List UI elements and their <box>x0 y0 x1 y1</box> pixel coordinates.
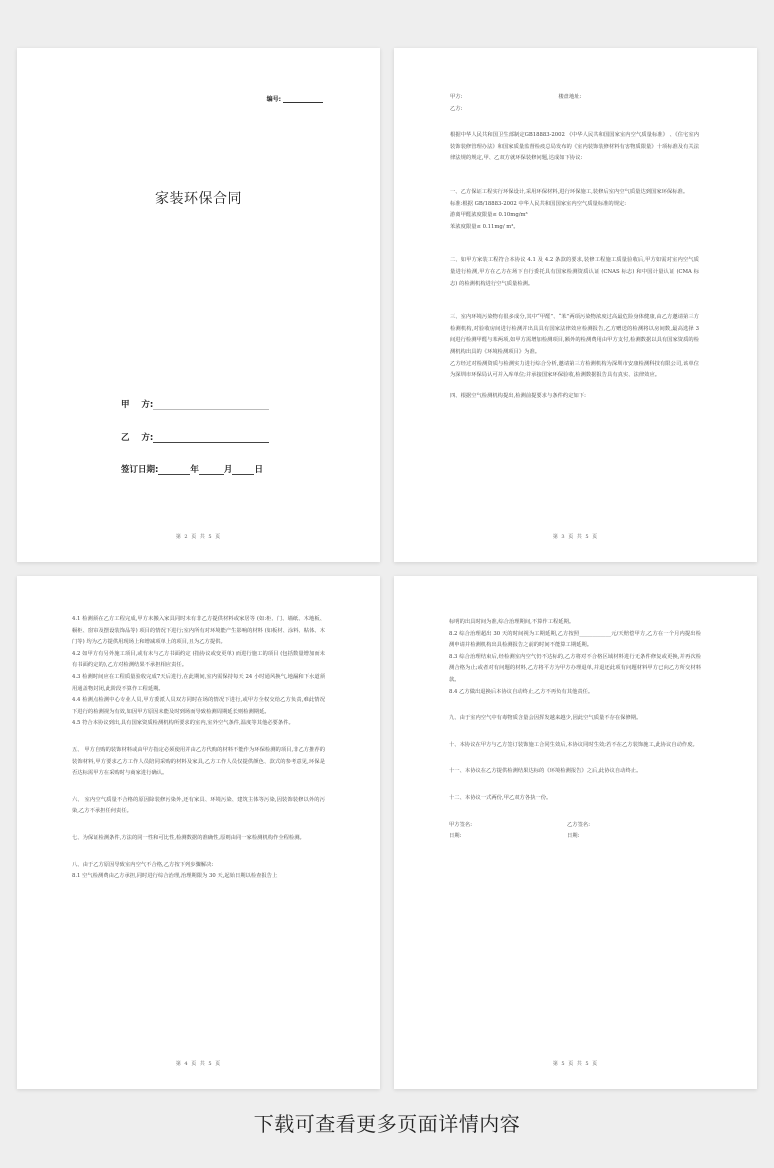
year-label: 年 <box>190 465 199 475</box>
page-number: 第 3 页 共 5 页 <box>552 534 599 540</box>
clause-4-3: 4.3 检测时间应在工程质量验收完成7天后进行,在此期间,室内需保持每天 24 小时通风换气,地漏和下水道须用通盖物封闭,此阶段不算作工程延期。 <box>72 673 325 692</box>
clause-8-3: 8.3 综合治理结束后,经检测室内空气仍不达标的,乙方将对不合格区域材料进行无条件修复或更换,并再次检测合格为止;或者对有问题的材料,乙方将平方为甲方办理退单,并退还此项有问题材料甲方已向乙方所交材料款。 <box>449 653 701 683</box>
clause-9: 九、由于室内空气中有毒物质含量会因挥发越来越少,因此空气质量不存在保修期。 <box>449 715 642 722</box>
clause-6: 六、 室内空气质量不合格的原因除装修污染外,还有家具、环境污染、建筑主体等污染,因装饰装修以外的污染,乙方不承担任何责任。 <box>72 796 325 815</box>
clause-8: 八、由于乙方原因导致室内空气不合格,乙方按下列步骤解决: <box>72 861 214 868</box>
clause-11: 十一、本协议在乙方提供检测结果达标的《环境检测报告》之后,此协议自动终止。 <box>449 768 642 775</box>
download-caption: 下载可查看更多页面详情内容 <box>253 1112 521 1136</box>
party-a-date: 日期: <box>449 833 462 840</box>
page-terms-3 <box>394 576 757 1089</box>
day-line <box>232 465 254 475</box>
party-b-date: 日期: <box>567 833 580 840</box>
party-b-row <box>121 431 269 443</box>
page-body <box>449 617 701 843</box>
party-b-label: 乙 方: <box>121 433 154 443</box>
clause-4-1: 4.1 检测须在乙方工程完成,甲方未搬入家具同时未有非乙方提供材料或家居等 (如:柜、门、墙纸、木地板、橱柜、窗帘及摆设装饰品等) 项目的情况下进行;室内所有对环境能产生影响的材料 (如板材、涂料、粘体、木门等) 均为乙方提供用现场上和增减项单上的项目,且为乙方提供。 <box>72 616 325 646</box>
month-line <box>199 465 224 475</box>
month-label: 月 <box>223 465 233 475</box>
day-label: 日 <box>254 465 263 475</box>
paragraph: 标明的出具时间为准,综合治理期间,不算作工程延期。 <box>449 619 575 625</box>
clause-4: 四、根据空气检测机构提出,检测前提要求与条件约定如下: <box>450 392 586 399</box>
signature-block <box>449 820 701 843</box>
clause-1: 一、乙方保证工程实行环保设计,采用环保材料,进行环保施工,装修后室内空气质量达到国家环保标准。 <box>450 188 689 195</box>
party-a-signature: 甲方签名: <box>449 821 472 828</box>
page-number: 第 4 页 共 5 页 <box>175 1061 222 1067</box>
clause-10: 十、本协议在甲方与乙方签订装饰施工合同生效后,本协议同时生效;若不在乙方装饰施工,此协议自动作废。 <box>449 741 698 748</box>
clause-4-5: 4.5 符合本协议到出,具有国家资质检测机构所要求的室内,室外空气条件,温度等其他必要条件。 <box>72 720 294 727</box>
party-a-row <box>121 398 269 410</box>
party-b-line: 乙方: <box>450 105 463 112</box>
clause-8-2: 8.2 综合治理超出 30 天的时间视为工期延期,乙方按照____________元/天赔偿甲方,乙方在一个月内提出检测申请并检测机构出具检测报告之前的时间不能算工期延期。 <box>449 630 701 649</box>
clause-8-1: 8.1 空气检测费由乙方承担,同时进行综合治理,治理期限为 30 天,起始日期以检查报告上 <box>72 873 278 880</box>
party-b-signature: 乙方签名: <box>567 821 590 828</box>
contract-number-line <box>283 96 323 103</box>
clause-12: 十二、本协议一式两份,甲乙双方各执一份。 <box>449 794 552 801</box>
party-a-line <box>153 400 269 410</box>
sign-date-row <box>121 463 263 475</box>
clause-8-4: 8.4 乙方做出退换后本协议自动终止,乙方不再负有其他责任。 <box>449 688 594 695</box>
paragraph: 根据中华人民共和国卫生部制定GB18883-2002 《中华人民共和国国家室内空气质量标准》 、《住宅室内装饰装修管理办法》和国家质量监督检疫总局发布的《室内装饰装修材料有害物质限量》十项标准及有关法律法规的规定,甲、乙双方就环保装修问题,达成如下协议: <box>450 132 699 162</box>
page-body <box>450 92 699 402</box>
page-body <box>72 614 325 883</box>
page-cover <box>17 48 380 562</box>
contract-number-field <box>267 94 323 103</box>
year-line <box>158 465 190 475</box>
paragraph: 标准:根据 GB/18883-2002 中华人民共和国国家室内空气质量标准的规定: <box>450 200 627 207</box>
contract-number-label: 编号: <box>266 96 281 103</box>
sign-date-label: 签订日期: <box>121 465 159 475</box>
clause-4-2: 4.2 如甲方有另外施工项目,或有未与乙方书面约定 (指协议或变更单) 而进行施工的项目 (包括数量增加而未有书面约定的),乙方对检测结果不承担相应责任。 <box>72 650 325 669</box>
paragraph: 苯浓度限量≤ 0.11mg/ m³。 <box>450 223 519 230</box>
contract-title: 家装环保合同 <box>155 191 242 207</box>
clause-4-4: 4.4 检测点检测中心专业人员,甲方委派人员双方同时在场的情况下进行,或甲方全权交给乙方负责,难此情况下进行的检测视为有效,如因甲方原因未能及时到场而导致检测周期延长则检测期延。 <box>72 697 325 715</box>
clause-3: 三、室内环境污染物有很多成分,其中“甲醛”、“苯”两项污染物浓度过高最危险身体健康,由乙方邀请第三方检测机构,对验收房间进行检测并出具具有国家法律效应检测报告,乙方赠送的检测将以房间数,最高选择 3 间进行检测甲醛与苯两项,如甲方需增加检测项目,额外的检测费用由甲方支付,检测数据以具有国家资质的检测机构出具的《环境检测项目》为准。 <box>450 314 699 355</box>
paragraph: 乙方经过对检测资质与检测实力进行综合分析,邀请第三方检测机构为深圳市安康检测科技有限公司,该单位为深圳市环保局认可并入库单位;并承接国家环保验收,检测数据报告具有真实、法律效应。 <box>450 360 699 379</box>
paragraph: 游离甲醛浓度限量≤ 0.10mg/m³ <box>450 212 528 219</box>
clause-7: 七、为保证检测条件,方法的同一性和可比性,检测数据的准确性,原则由同一家检测机构作全程检测。 <box>72 834 305 841</box>
party-address-line: 甲方: 楼盘地址: <box>450 94 582 100</box>
clause-2: 二、如甲方家装工程符合本协议 4.1 及 4.2 条款的要求,装修工程施工质量验收后,甲方如需对室内空气质量进行检测,甲方在乙方在场下自行委托具有国家检测资质认证 (CNAS 标志) 和中国计量认证 (CMA 标志) 的检测机构进行空气质量检测。 <box>450 257 699 287</box>
page-number: 第 5 页 共 5 页 <box>552 1061 599 1067</box>
page-terms-1 <box>394 48 757 562</box>
page-number: 第 2 页 共 5 页 <box>175 534 222 540</box>
clause-5: 五、 甲方自购的装饰材料或由甲方指定必须使用并由乙方代购的材料不能作为环保检测的项目,非乙方推荐的装饰材料,甲方要求乙方工作人员陪同采购的材料及家具,乙方工作人员仅提供颜色、款式的参考意见,环保是否达标需甲方在采购时与商家进行确认。 <box>72 746 325 777</box>
party-b-line <box>153 433 269 443</box>
party-a-label: 甲 方: <box>121 400 154 410</box>
page-terms-2 <box>17 576 380 1089</box>
